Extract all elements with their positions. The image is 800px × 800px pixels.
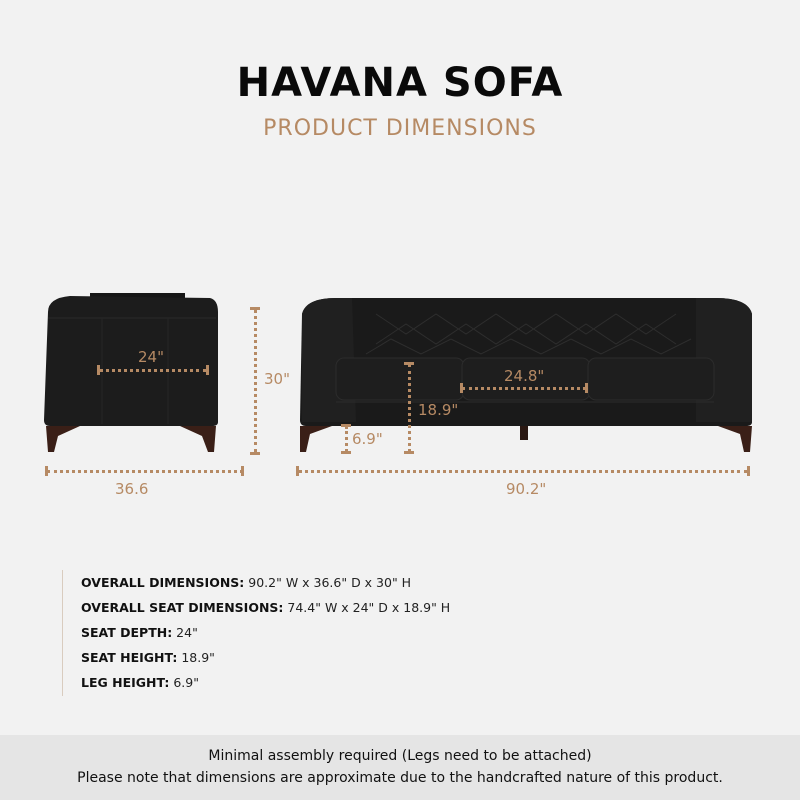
overall-width-cap-right xyxy=(747,466,750,476)
overall-depth-label: 36.6 xyxy=(115,480,149,498)
overall-depth-line xyxy=(47,470,243,473)
footer-assembly-note: Minimal assembly required (Legs need to be attached) xyxy=(208,748,592,764)
leg-height-cap-bottom xyxy=(341,451,351,454)
leg-height-cap-top xyxy=(341,424,351,427)
spec-overall-seat-dimensions xyxy=(81,595,450,620)
spec-seat-height xyxy=(81,645,450,670)
spec-label: SEAT DEPTH: xyxy=(81,625,173,640)
overall-height-line xyxy=(254,309,257,453)
seat-height-cap-top xyxy=(404,362,414,365)
spec-seat-depth xyxy=(81,620,450,645)
spec-label: OVERALL DIMENSIONS: xyxy=(81,575,245,590)
spec-value: 74.4" W x 24" D x 18.9" H xyxy=(283,600,451,615)
seat-depth-cap-left xyxy=(97,365,100,375)
cushion-width-line xyxy=(462,387,586,390)
overall-height-cap-bottom xyxy=(250,452,260,455)
leg-height-line xyxy=(345,426,348,452)
footer-note xyxy=(0,735,800,800)
page-subtitle: PRODUCT DIMENSIONS xyxy=(263,116,537,141)
overall-height-cap-top xyxy=(250,307,260,310)
spec-overall-dimensions xyxy=(81,570,450,595)
seat-depth-label: 24" xyxy=(138,348,164,366)
overall-depth-cap-left xyxy=(45,466,48,476)
overall-depth-cap-right xyxy=(241,466,244,476)
overall-width-label: 90.2" xyxy=(506,480,547,498)
seat-height-cap-bottom xyxy=(404,451,414,454)
cushion-width-cap-right xyxy=(585,383,588,393)
cushion-width-label: 24.8" xyxy=(504,367,545,385)
spec-leg-height xyxy=(81,670,450,695)
footer-disclaimer: Please note that dimensions are approximate due to the handcrafted nature of this product. xyxy=(77,770,723,786)
spec-label: OVERALL SEAT DIMENSIONS: xyxy=(81,600,284,615)
seat-height-label: 18.9" xyxy=(418,401,459,419)
spec-value: 90.2" W x 36.6" D x 30" H xyxy=(244,575,412,590)
leg-height-label: 6.9" xyxy=(352,430,383,448)
sofa-side-view-image xyxy=(40,290,225,455)
page-title: HAVANA SOFA xyxy=(236,60,564,106)
cushion-width-cap-left xyxy=(460,383,463,393)
seat-height-line xyxy=(408,364,411,452)
specs-list xyxy=(62,570,450,696)
overall-height-label: 30" xyxy=(264,370,290,388)
spec-label: SEAT HEIGHT: xyxy=(81,650,178,665)
spec-value: 6.9" xyxy=(169,675,199,690)
overall-width-line xyxy=(298,470,748,473)
spec-label: LEG HEIGHT: xyxy=(81,675,170,690)
spec-value: 18.9" xyxy=(177,650,215,665)
overall-width-cap-left xyxy=(296,466,299,476)
spec-value: 24" xyxy=(172,625,198,640)
seat-depth-cap-right xyxy=(206,365,209,375)
seat-depth-line xyxy=(99,369,207,372)
